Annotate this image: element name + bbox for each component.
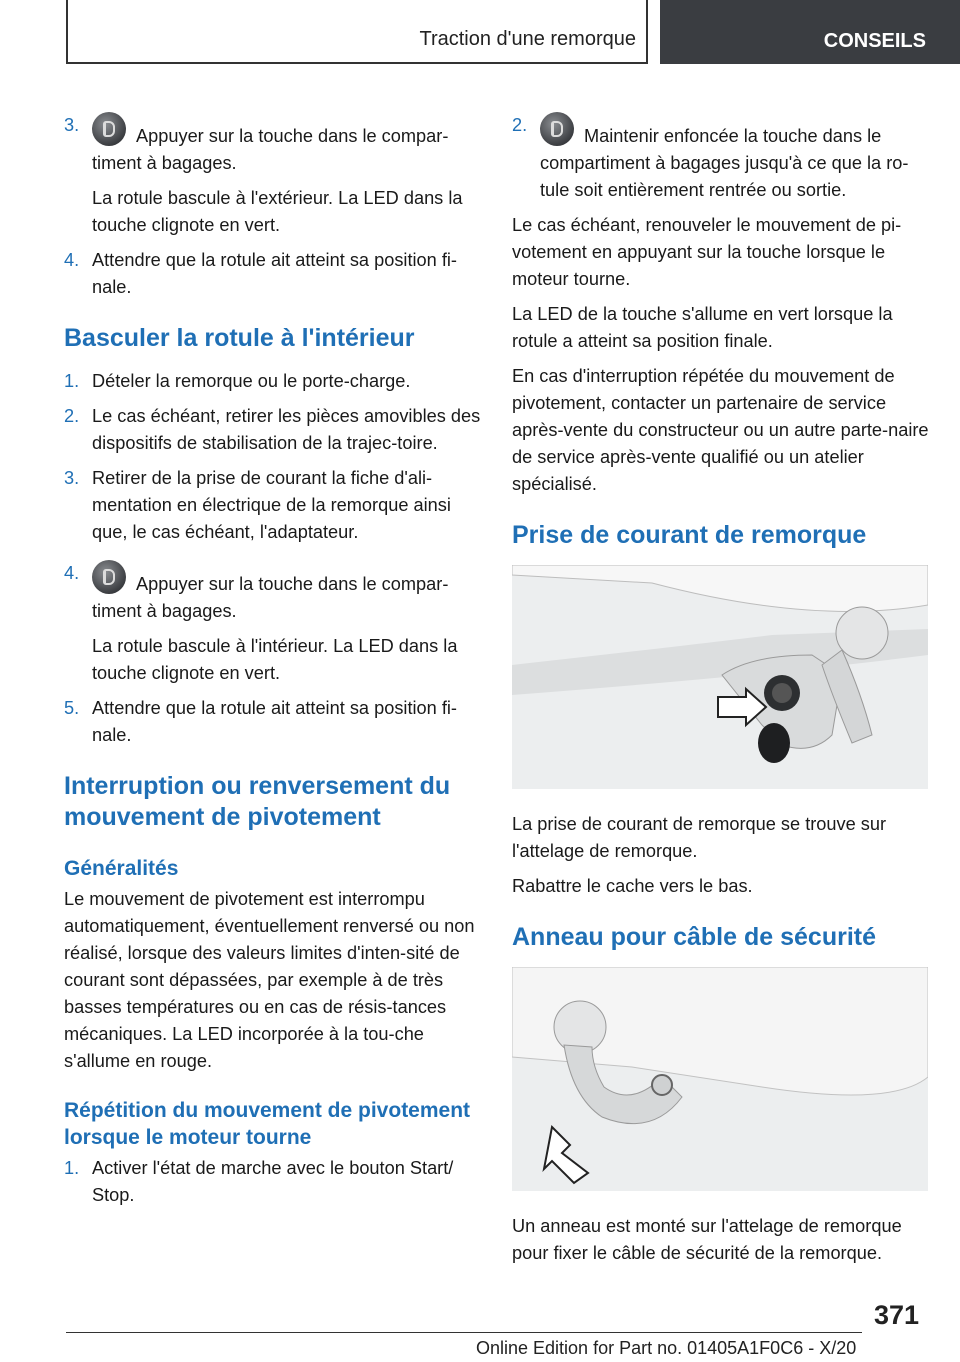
tow-hitch-button-icon [540,112,574,146]
step-5-wait: 5. Attendre que la rotule ait atteint sa position fi-nale. [64,698,457,745]
right-column [512,112,932,1275]
safety-ring-illustration [512,967,928,1191]
header-section-title: Traction d'une remorque [419,28,636,50]
step-3-retirer-fiche: 3. Retirer de la prise de courant la fiche d'ali-mentation en électrique de la remorque ainsi que, le cas échéant, l'adaptateur. [64,468,451,542]
step-2-maintenir: 2. Maintenir enfoncée la touche dans le compartiment à bagages jusqu'à ce que la ro-tule soit entièrement rentrée ou sortie. [512,112,932,204]
tow-hitch-button-icon [92,112,126,146]
header-chapter-tab[interactable]: CONSEILS [660,0,960,64]
paragraph-anneau: Un anneau est monté sur l'attelage de remorque pour fixer le câble de sécurité de la remorque. [512,1216,902,1263]
heading-anneau: Anneau pour câble de sécurité [512,923,876,951]
paragraph-led-vert: La LED de la touche s'allume en vert lorsque la rotule a atteint sa position finale. [512,304,893,351]
heading-basculer-interieur: Basculer la rotule à l'intérieur [64,324,415,352]
paragraph-interruption-repetee: En cas d'interruption répétée du mouvement de pivotement, contacter un partenaire de service après-vente du constructeur ou un autre parte-naire de service après-vente qualifié ou un atelier spécialisé. [512,366,929,494]
heading-repetition: Répétition du mouvement de pivotement lorsque le moteur tourne [64,1099,471,1149]
footer-divider [66,1332,862,1333]
figure-trailer-socket [512,565,928,789]
step-2-retirer-pieces: 2. Le cas échéant, retirer les pièces amovibles des dispositifs de stabilisation de la trajec-toire. [64,406,481,453]
step-4-wait: 4. Attendre que la rotule ait atteint sa position fi-nale. [64,250,457,297]
tow-hitch-button-icon [92,560,126,594]
left-column [64,112,482,1217]
paragraph-renouveler: Le cas échéant, renouveler le mouvement de pi-votement en appuyant sur la touche lorsque le moteur tourne. [512,215,902,289]
paragraph-generalites: Le mouvement de pivotement est interrompu automatiquement, éventuellement renversé ou non réalisé, lorsque des valeurs limites d'inten-sité de courant sont dépassées, par exemple à de très basses températures ou en cas de résis-tances mécaniques. La LED incorporée à la tou-che s'allume en rouge. [64,889,475,1071]
step-3-extend: 3. Appuyer sur la touche dans le compar-timent à bagages. [64,112,482,177]
paragraph-rabattre-cache: Rabattre le cache vers le bas. [512,876,753,896]
step-1-activer: 1. Activer l'état de marche avec le bouton Start/ Stop. [64,1158,454,1205]
footer-edition: Online Edition for Part no. 01405A1F0C6 - X/20 [476,1338,857,1358]
step-4-retract-note: La rotule bascule à l'intérieur. La LED dans la touche clignote en vert. [92,636,458,683]
heading-prise-courant: Prise de courant de remorque [512,521,867,549]
trailer-socket-illustration [512,565,928,789]
step-3-extend-note: La rotule bascule à l'extérieur. La LED dans la touche clignote en vert. [92,188,463,235]
figure-safety-ring [512,967,928,1191]
step-4-retract: 4. Appuyer sur la touche dans le compar-timent à bagages. [64,560,482,625]
step-1-deteler: 1. Dételer la remorque ou le porte-charge. [64,371,411,391]
page-number: 371 [874,1300,920,1330]
heading-interruption: Interruption ou renversement du mouvement de pivotement [64,772,451,831]
heading-generalites: Généralités [64,857,179,880]
paragraph-prise-location: La prise de courant de remorque se trouve sur l'attelage de remorque. [512,814,887,861]
